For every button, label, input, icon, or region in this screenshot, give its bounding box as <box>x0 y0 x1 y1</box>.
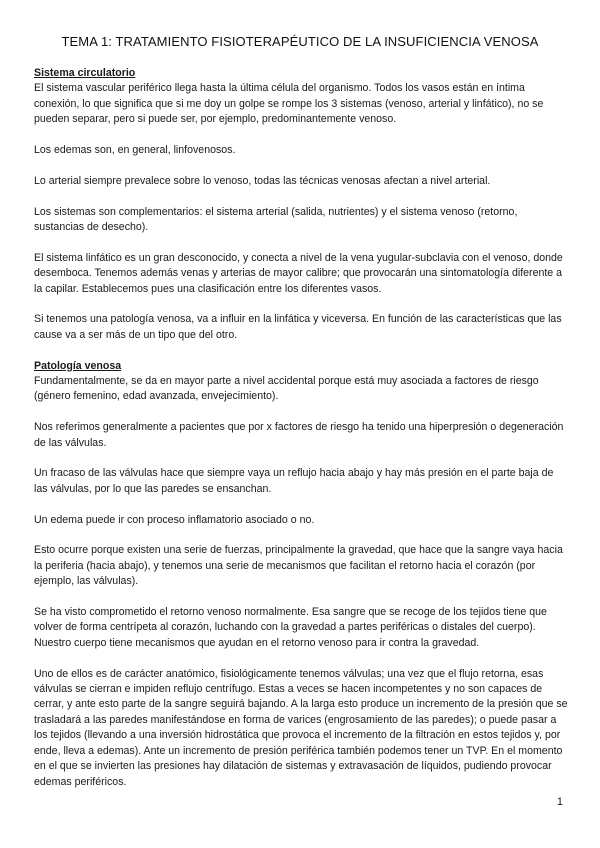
paragraph: Esto ocurre porque existen una serie de fuerzas, principalmente la gravedad, que hace que la sangre vaya hacia la periferia (hacia abajo), y tenemos una serie de mecanismos que facilitan el retorno hacia el corazón (por ejemplo, las válvulas). <box>34 544 563 588</box>
section-heading: Sistema circulatorio <box>34 67 136 79</box>
page-title: TEMA 1: TRATAMIENTO FISIOTERAPÉUTICO DE LA INSUFICIENCIA VENOSA <box>61 34 539 49</box>
paragraph: Un edema puede ir con proceso inflamatorio asociado o no. <box>34 513 315 526</box>
section-heading: Patología venosa <box>34 359 122 372</box>
page-number: 1 <box>556 796 563 808</box>
document-body <box>34 66 569 805</box>
paragraph: Si tenemos una patología venosa, va a influir en la linfática y viceversa. En función de las características que las cause va a ser más de un tipo que del otro. <box>34 313 562 341</box>
paragraph: Los edemas son, en general, linfovenosos. <box>34 144 236 157</box>
paragraph: Se ha visto comprometido el retorno venoso normalmente. Esa sangre que se recoge de los tejidos tiene que volver de forma centrípeta al corazón, luchando con la gravedad a partes periféricas o distales del cuerpo). Nuestro cuerpo tiene mecanismos que ayudan en el retorno venoso para ir contra la gravedad. <box>34 606 547 649</box>
paragraph: Lo arterial siempre prevalece sobre lo venoso, todas las técnicas venosas afectan a nivel arterial. <box>34 174 491 187</box>
paragraph: El sistema vascular periférico llega hasta la última célula del organismo. Todos los vasos están en íntima conexión, lo que significa que si me doy un golpe se rompe los 3 sistemas (venoso, arterial y linfático), no se pueden separar, pero si puede ser, por ejemplo, predominantemente venoso. <box>34 82 544 126</box>
paragraph: Los sistemas son complementarios: el sistema arterial (salida, nutrientes) y el sistema venoso (retorno, sustancias de desecho). <box>34 205 518 234</box>
paragraph: Nos referimos generalmente a pacientes que por x factores de riesgo ha tenido una hiperpresión o degeneración de las válvulas. <box>34 421 564 449</box>
paragraph: Un fracaso de las válvulas hace que siempre vaya un reflujo hacia abajo y hay más presión en el parte baja de las válvulas, por lo que las paredes se ensanchan. <box>34 467 554 495</box>
paragraph: Fundamentalmente, se da en mayor parte a nivel accidental porque está muy asociada a factores de riesgo (género femenino, edad avanzada, envejecimiento). <box>34 375 539 403</box>
paragraph: El sistema linfático es un gran desconocido, y conecta a nivel de la vena yugular-subclavia con el venoso, donde desemboca. Tenemos además venas y arterias de mayor calibre; que provocarán una sintomatología diferente a la capilar. Establecemos pues una clasificación entre los diferentes vasos. <box>34 251 563 295</box>
paragraph: Uno de ellos es de carácter anatómico, fisiológicamente tenemos válvulas; una vez que el flujo retorna, esas válvulas se cierran e impiden reflujo centrífugo. Estas a veces se hacen incompetentes y no son capaces de cerrar, y ante esto parte de la sangre seguirá bajando. A la larga esto produce un incremento de la presión que se trasladará a las paredes manifestándose en forma de varices (engrosamiento de las paredes); o puede pasar a los tejidos (llevando a una inversión hidrostática que provoca el incremento de la filtración en estos tejidos y, por ende, lleva a edemas). Ante un incremento de presión periférica también podemos tener un TVP. En el momento en el que se invierten las presiones hay dilatación de sistemas y extravasación de líquidos, pudiendo provocar edemas periféricos. <box>34 667 568 788</box>
section-sistema-circulatorio <box>34 66 569 343</box>
section-patologia-venosa <box>34 359 569 790</box>
